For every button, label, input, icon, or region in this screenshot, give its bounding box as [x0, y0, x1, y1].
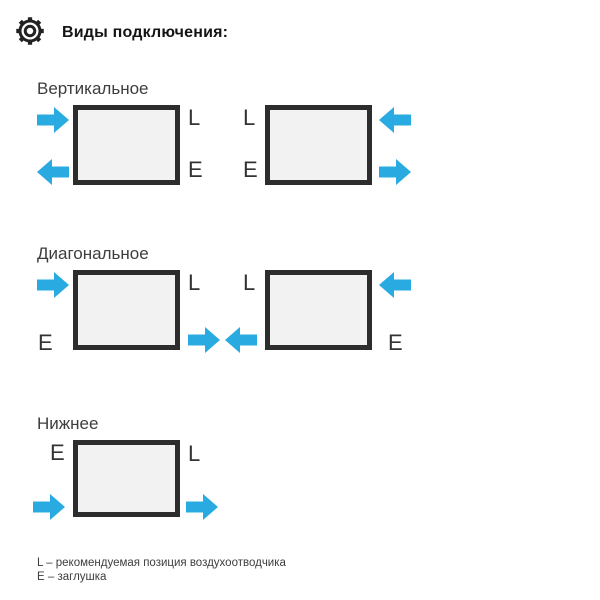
plug-label-E: E — [388, 330, 403, 355]
section-label-bottom: Нижнее — [37, 414, 99, 433]
flow-arrow-right-icon — [33, 494, 65, 520]
flow-arrow-right-icon — [379, 159, 411, 185]
section-label-vertical: Вертикальное — [37, 79, 149, 98]
plug-label-E: E — [188, 157, 203, 182]
flow-arrow-left-icon — [379, 272, 411, 298]
section-label-diagonal: Диагональное — [37, 244, 149, 263]
radiator-body — [73, 270, 180, 350]
vent-label-L: L — [243, 270, 256, 295]
gear-icon — [15, 16, 45, 46]
plug-label-E: E — [38, 330, 53, 355]
radiator-body — [265, 270, 372, 350]
flow-arrow-left-icon — [37, 159, 69, 185]
vent-label-L: L — [188, 270, 201, 295]
legend-line-plug: E – заглушка — [37, 571, 107, 583]
legend-line-vent: L – рекомендуемая позиция воздухоотводчика — [37, 557, 286, 569]
vent-label-L: L — [188, 441, 201, 466]
page-title: Виды подключения: — [62, 24, 229, 41]
flow-arrow-right-icon — [37, 107, 69, 133]
flow-arrow-left-icon — [225, 327, 257, 353]
vent-label-L: L — [243, 105, 256, 130]
flow-arrow-right-icon — [186, 494, 218, 520]
radiator-body — [73, 440, 180, 517]
plug-label-E: E — [50, 440, 65, 465]
flow-arrow-left-icon — [379, 107, 411, 133]
vent-label-L: L — [188, 105, 201, 130]
flow-arrow-right-icon — [37, 272, 69, 298]
radiator-body — [265, 105, 372, 185]
flow-arrow-right-icon — [188, 327, 220, 353]
plug-label-E: E — [243, 157, 258, 182]
radiator-body — [73, 105, 180, 185]
